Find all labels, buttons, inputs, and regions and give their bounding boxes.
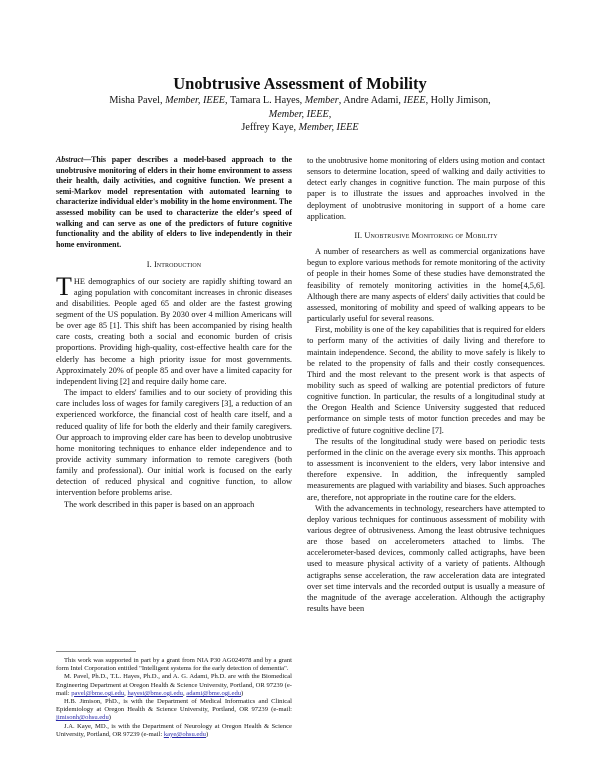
author-affil: Member [304,95,339,106]
author-text: , Holly Jimison, [425,95,491,106]
footnotes [56,657,292,739]
author-text: Jeffrey Kaye, [241,122,299,133]
author-affil: IEEE [403,95,426,106]
footnote-funding: This work was supported in part by a grant from NIA P30 AG024978 and by a grant form Intel Corporation entitled "Intelligent systems for the early detection of dementia". [56,657,292,673]
email-link[interactable]: pavel@bme.ogi.edu [71,689,125,697]
author-text: , Tamara L. Hayes, [225,95,305,106]
author-text: , Andre Adami, [338,95,404,106]
email-link[interactable]: jimisonh@ohsu.edu [56,714,109,722]
left-column [56,155,292,510]
footnote-affiliation-3 [56,723,292,739]
email-link[interactable]: adami@bme.ogi.edu [186,689,242,697]
footnote-affiliation-2 [56,698,292,723]
abstract-label: Abstract [56,155,84,164]
section-heading-monitoring: II. Unobtrusive Monitoring of Mobility [354,230,498,240]
author-list [80,94,520,135]
footnote-text: , [182,689,187,697]
email-link[interactable]: hayest@bme.ogi.edu [127,689,183,697]
footnote-text: H.B. Jimison, PhD., is with the Department of Medical Informatics and Clinical Epidemiology at Oregon Health & Science University, Portland, OR 97239 (e-mail: [56,698,292,714]
author-text: Misha Pavel, [109,95,166,106]
drop-cap: T [56,271,72,301]
monitoring-paragraph-1: A number of researchers as well as commercial organizations have begun to explore various methods for remote monitoring of the activity of people in their homes Some of these studies have demonstrated the feasibility of remotely monitoring activities in the home[4,5,6]. Although there are many aspects of elders' daily activities that could be assessed, monitoring of mobility and speed of walking appears to be particularly useful for several reasons. [307,247,545,324]
footnote-rule [56,651,136,652]
intro-paragraph-3: The work described in this paper is based on an approach [64,499,255,509]
right-column [307,155,545,614]
intro-paragraph-2: The impact to elders' families and to our society of providing this care includes loss of wages for family caregivers [3], a reduction of an experienced workforce, the financial cost of health care itself, and a reduced quality of life for both the elderly and their family caregivers. Our approach to improving elder care has been to develop unobtrusive home monitoring techniques to enhance elder independence and to provide activity summary information to remote caregivers (both family and professional). Our initial work is focused on the early detection of reduced physical and cognitive function, to allow intervention before problems arise. [56,388,292,498]
intro-paragraph-3-continued: to the unobtrusive home monitoring of elders using motion and contact sensors to determine location, speed of walking and daily activities to detect early changes in cognitive function. The main purpose of this paper is to illustrate the issues and approaches involved in the deployment of unobtrusive monitoring in support of a home care application. [307,156,545,221]
abstract-text: —This paper describes a model-based approach to the unobtrusive monitoring of elders in their home environment to assess their health, daily activities, and cognitive function. We present a semi-Markov model representation with automated learning to characterize individual elder's mobility in the home environment. The assessed mobility can be used to characterize the elder's speed of walking and can serve as one of the predictors of future cognitive functionality and the ability of elders to live independently in their home environment. [56,155,292,249]
section-heading-introduction: I. Introduction [146,260,202,270]
author-affil: Member, IEEE [165,95,226,106]
abstract [56,155,292,250]
footnote-text: J.A. Kaye, MD., is with the Department of Neurology at Oregon Health & Science University, Portland, OR 97239 (e-mail: [56,722,292,738]
intro-paragraph-1 [56,271,292,388]
email-link[interactable]: kaye@ohsu.edu [163,730,206,738]
footnote-text: M. Pavel, Ph.D., T.L. Hayes, Ph.D., and A. G. Adami, Ph.D. are with the Biomedical Engineering Department at Oregon Health & Science University, Portland, OR 97239 (e-mail: [56,673,292,697]
monitoring-paragraph-4: With the advancements in technology, researchers have attempted to deploy various techniques for continuous assessment of mobility with various degree of obtrusiveness. Among the least obtrusive techniques are those based on accelerometers attached to limbs. The accelerometer-based devices, commonly called actigraphs, have been used to measure physical activity of a variety of patients. Although actigraphs sense acceleration, the raw acceleration data are integrated over set time intervals and the recorded output is usually a measure of the magnitude of the average acceleration. Although the actigraphy results have been [307,503,545,614]
footnote-text: ) [108,714,111,722]
paragraph-text: HE demographics of our society are rapidly shifting toward an aging population with concomitant increases in chronic diseases and disabilities. People aged 65 and older are the fastest growing segment of the US population. By 2030 over 4 million Americans will be over age 85 [1]. This shift has been accompanied by rising health care costs, creating both a social and economic burden of crisis proportions. Providing high-quality, cost-effective health care for the elderly has become a high priority issue for most governments. Approximately 20% of people 85 and over have a limited capacity for independent living [2] and require daily home care. [56,276,292,386]
monitoring-paragraph-3: The results of the longitudinal study were based on periodic tests performed in the clinic on the average every six months. This approach to assessment is inconvenient to the elders, very labor intensive and therefore expensive. In addition, the infrequently sampled measurements are plagued with variability and biases. Such approaches are, therefore, not appropriate in the routine care for the elders. [307,436,545,502]
footnote-text: ) [241,689,244,697]
author-affil: Member, IEEE [298,122,359,133]
monitoring-paragraph-2: First, mobility is one of the key capabilities that is required for elders to perform many of the activities of daily living and therefore to maintain independence. Second, the ability to move safely is likely to be related to the propensity of falls and their costly consequences. Third and the most relevant to the present work is that aspects of mobility such as speed of walking are potential predictors of future cognitive function. In particular, the results of a longitudinal study at the Oregon Health and Science University suggested that reduced performance on simple tests of motor function precedes and may be predictive of future cognitive decline [7]. [307,325,545,435]
footnote-affiliation-1 [56,673,292,698]
footnote-text: , [124,689,128,697]
author-affil: Member, IEEE, [268,108,332,120]
footnote-text: ) [205,730,209,738]
paper-title: Unobtrusive Assessment of Mobility [173,74,427,93]
